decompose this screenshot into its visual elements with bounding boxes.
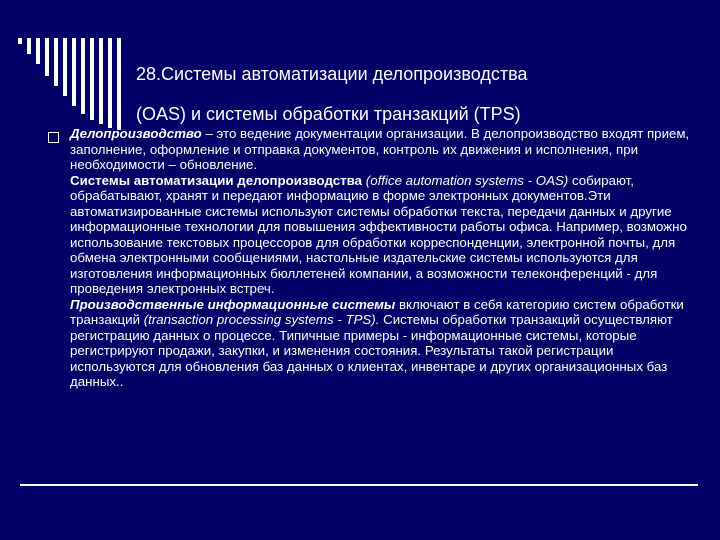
paragraph-text: включают в себя категорию систем обработки транзакций	[70, 296, 684, 327]
abbr-tps: (transaction processing systems - TPS).	[143, 312, 380, 327]
hollow-square-bullet-icon	[48, 132, 59, 143]
slide-title	[136, 54, 696, 134]
paragraph-text: Системы обработки транзакций осуществляют регистрацию данных о процессе. Типичные примеры - информационные системы, которые регистрируют продажи, закупки, и изменения состояния. Результаты такой регистрации используются для обновления баз данных о клиентах, инвентаре и других организационных баз данных..	[70, 312, 673, 389]
term-oas: Системы автоматизации делопроизводства	[70, 172, 363, 188]
bottom-rule	[20, 484, 698, 486]
paragraph-records-management	[70, 126, 698, 173]
title-line-2: (OAS) и системы обработки транзакций (TPS)	[136, 104, 521, 124]
title-line-1: 28.Системы автоматизации делопроизводства	[136, 64, 528, 84]
decorative-bars	[0, 0, 140, 130]
paragraph-text: собирают, обрабатывают, хранят и передают информацию в форме электронных документов.Эти автоматизированные системы используют системы обработки текста, передачи данных и другие информационные технологии для повышения эффективности работы офиса. Например, возможно использование текстовых процессоров для обработки корреспонденции, электронной почты, для обмена электронными сообщениями, настольные издательские системы используются для изготовления информационных бюллетеней компании, а возможности телеконференций - для проведения электронных встреч.	[70, 172, 687, 296]
paragraph-tps	[70, 297, 698, 390]
abbr-oas: (office automation systems - OAS)	[365, 172, 569, 188]
paragraph-text: – это ведение документации организации. В делопроизводство входят прием, заполнение, оформление и отправка документов, контроль их движения и исполнения, при необходимости – обновление.	[70, 126, 690, 172]
term-records-management: Делопроизводство	[70, 126, 202, 141]
slide-body	[70, 126, 698, 390]
term-production-systems: Производственные информационные системы	[70, 296, 396, 312]
paragraph-oas	[70, 173, 698, 297]
